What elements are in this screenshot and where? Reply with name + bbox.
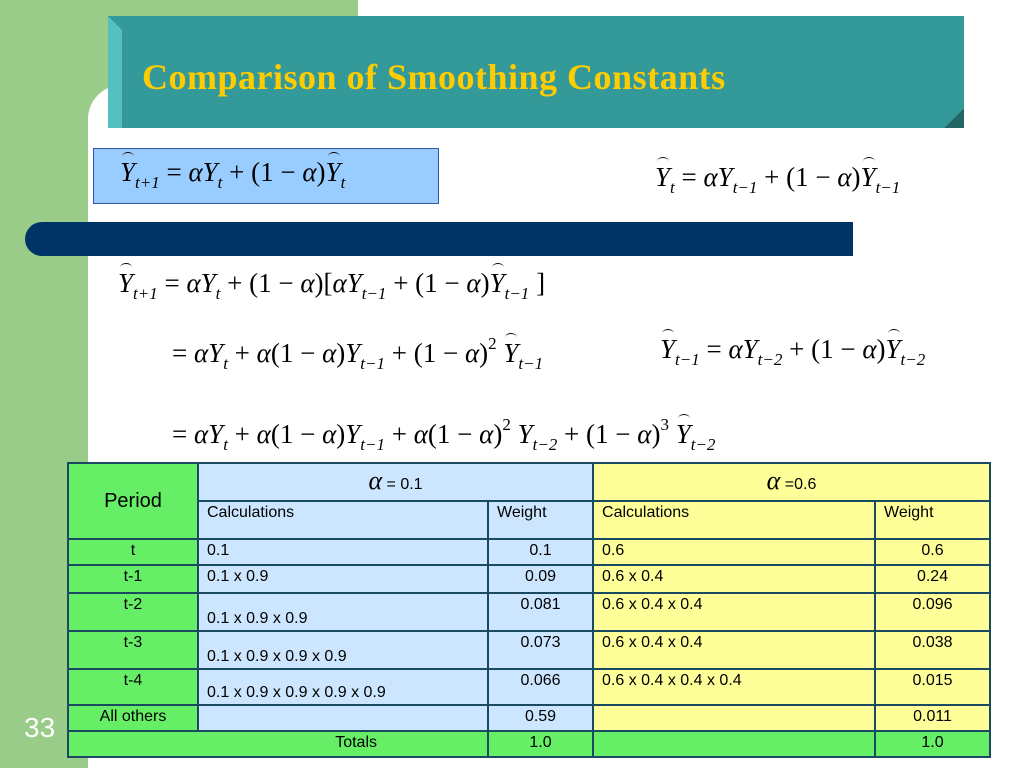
totals-weight-1: 1.0: [488, 731, 593, 757]
calc-cell: 0.1 x 0.9 x 0.9 x 0.9: [198, 631, 488, 669]
totals-row: [68, 731, 990, 757]
weight-cell: 0.073: [488, 631, 593, 669]
weight-cell: 0.09: [488, 565, 593, 593]
weight-cell: 0.1: [488, 539, 593, 565]
table-row: [68, 565, 990, 593]
period-cell: t-1: [68, 565, 198, 593]
formula-lag: $Y_{t-1} = \alpha Y_{t-2} + (1 - \alpha)Y_{t-2}$: [660, 334, 926, 369]
formula-forecast: $Y_{t+1} = \alpha Y_t + (1 - \alpha)Y_t$: [120, 157, 346, 192]
period-cell: t-2: [68, 593, 198, 631]
formula-expansion-1: $Y_{t+1} = \alpha Y_t + (1 - \alpha)[\alpha Y_{t-1} + (1 - \alpha)Y_{t-1}$ ]: [118, 268, 546, 303]
title-banner: [108, 16, 964, 128]
calc-cell: 0.6: [593, 539, 875, 565]
table-row: [68, 705, 990, 731]
totals-blank: [593, 731, 875, 757]
period-cell: t: [68, 539, 198, 565]
table-row: [68, 539, 990, 565]
calc-header-1: Calculations: [198, 501, 488, 539]
table-row: [68, 631, 990, 669]
alpha-symbol: α: [766, 466, 781, 495]
formula-expansion-3: = $\alpha Y_t + \alpha(1 - \alpha)Y_{t-1} + \alpha(1 - \alpha)^2$ $Y_{t-2} + (1 - \alpha)^3$ $Y_{t-2}$: [172, 415, 716, 454]
calc-cell: 0.6 x 0.4 x 0.4 x 0.4: [593, 669, 875, 705]
weights-table: [67, 462, 991, 758]
weight-cell: 0.015: [875, 669, 990, 705]
table-row: [68, 593, 990, 631]
weight-cell: 0.038: [875, 631, 990, 669]
formula-expansion-2: = $\alpha Y_t + \alpha(1 - \alpha)Y_{t-1} + (1 - \alpha)^2$ $Y_{t-1}$: [172, 334, 544, 373]
weight-cell: 0.096: [875, 593, 990, 631]
totals-label: Totals: [68, 731, 488, 757]
weight-cell: 0.6: [875, 539, 990, 565]
table-row: [68, 669, 990, 705]
alpha-0.6-label: =0.6: [784, 476, 817, 493]
alpha-0.1-label: = 0.1: [386, 476, 423, 493]
calc-cell: 0.6 x 0.4 x 0.4: [593, 631, 875, 669]
calc-cell: [198, 705, 488, 731]
calc-cell: 0.1 x 0.9: [198, 565, 488, 593]
divider-bar: [25, 222, 853, 256]
page-number: 33: [24, 712, 56, 743]
weight-header-1: Weight: [488, 501, 593, 539]
calc-cell: 0.1 x 0.9 x 0.9: [198, 593, 488, 631]
period-header: Period: [68, 463, 198, 539]
calc-cell: 0.1: [198, 539, 488, 565]
weight-cell: 0.081: [488, 593, 593, 631]
page-title: Comparison of Smoothing Constants: [142, 57, 726, 97]
alpha-symbol: α: [368, 466, 383, 495]
alpha-0.1-header: [198, 463, 593, 501]
weight-cell: 0.24: [875, 565, 990, 593]
weight-cell: 0.066: [488, 669, 593, 705]
period-cell: All others: [68, 705, 198, 731]
alpha-0.6-header: [593, 463, 990, 501]
weight-cell: 0.011: [875, 705, 990, 731]
weight-cell: 0.59: [488, 705, 593, 731]
period-cell: t-3: [68, 631, 198, 669]
calc-cell: 0.6 x 0.4: [593, 565, 875, 593]
calc-cell: 0.1 x 0.9 x 0.9 x 0.9 x 0.9: [198, 669, 488, 705]
calc-header-2: Calculations: [593, 501, 875, 539]
period-cell: t-4: [68, 669, 198, 705]
calc-cell: 0.6 x 0.4 x 0.4: [593, 593, 875, 631]
calc-cell: [593, 705, 875, 731]
weight-header-2: Weight: [875, 501, 990, 539]
formula-previous: $Y_t = \alpha Y_{t-1} + (1 - \alpha)Y_{t-1}$: [655, 162, 901, 197]
totals-weight-2: 1.0: [875, 731, 990, 757]
